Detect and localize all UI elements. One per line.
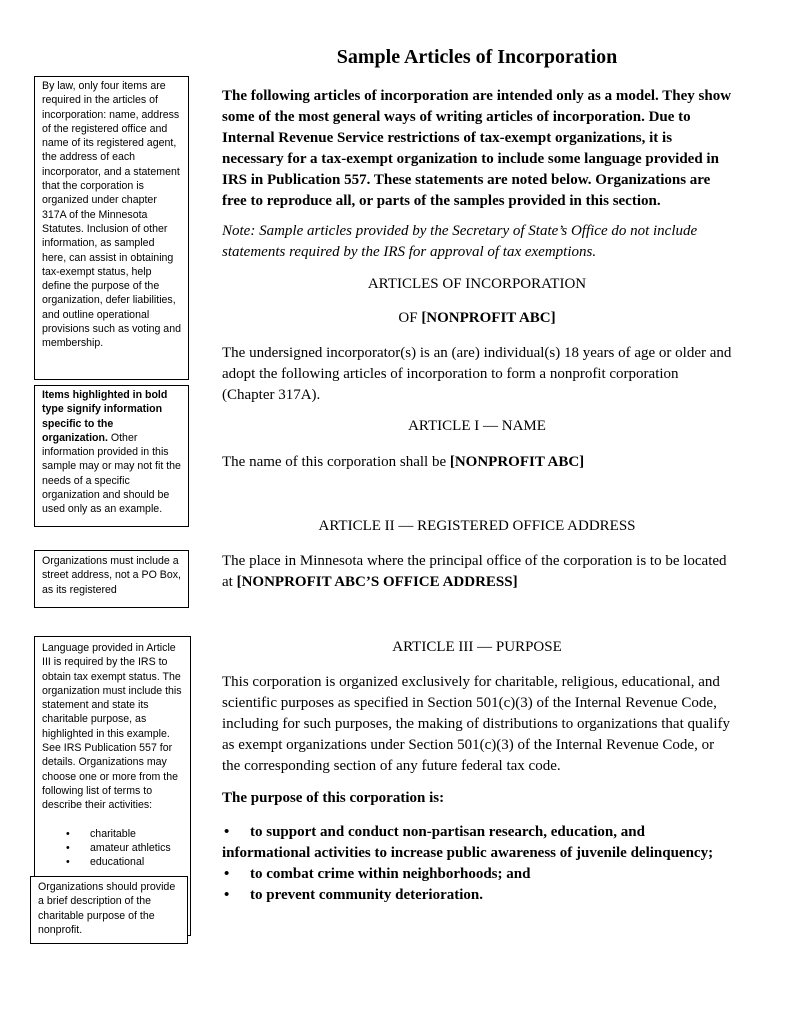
irs-note: Note: Sample articles provided by the Secretary of State’s Office do not include statements required by the IRS for approval of tax exemptions. bbox=[222, 223, 698, 260]
list-item bbox=[42, 827, 183, 841]
articles-heading: ARTICLES OF INCORPORATION bbox=[367, 276, 587, 292]
article-1-text bbox=[222, 452, 732, 473]
sidebar-note-street-address: Organizations must include a street address, not a PO Box, as its registered bbox=[34, 550, 189, 608]
list-item-text: to support and conduct non-partisan research, education, and bbox=[250, 824, 645, 840]
bullet-icon: • bbox=[66, 856, 70, 869]
sidebar-note-rest-text: Other information provided in this sample may or may not fit the needs of a specific organization and should be used only as an example. bbox=[42, 431, 181, 516]
term-text: educational bbox=[90, 856, 145, 869]
articles-of-line bbox=[222, 310, 732, 327]
purpose-heading: The purpose of this corporation is: bbox=[222, 790, 445, 806]
bullet-icon: • bbox=[66, 827, 70, 840]
of-label: OF bbox=[398, 310, 422, 326]
bullet-icon: • bbox=[224, 887, 230, 903]
purpose-list bbox=[222, 822, 742, 906]
org-name: [NONPROFIT ABC] bbox=[421, 310, 556, 326]
terms-list bbox=[42, 827, 183, 870]
term-text: charitable bbox=[90, 827, 136, 840]
page-title: Sample Articles of Incorporation bbox=[336, 46, 618, 68]
intro-paragraph: The following articles of incorporation are intended only as a model. They show some of the most general ways of writing articles of incorporation. Due to Internal Revenue Service restrictions of tax-exempt organizations, it is necessary for a tax-exempt organization to include some language provided in IRS in Publication 557. These statements are noted below. Organizations are free to reproduce all, or parts of the samples provided in this section. bbox=[222, 88, 732, 209]
list-item bbox=[222, 864, 742, 885]
article-1-sentence: The name of this corporation shall be bbox=[222, 454, 450, 470]
list-item-text: informational activities to increase public awareness of juvenile delinquency; bbox=[222, 845, 714, 861]
bullet-icon: • bbox=[66, 841, 70, 854]
article-2-value: [NONPROFIT ABC’S OFFICE ADDRESS] bbox=[236, 574, 518, 590]
list-item-text: to prevent community deterioration. bbox=[250, 887, 484, 903]
list-item-text: to combat crime within neighborhoods; and bbox=[250, 866, 531, 882]
sidebar-note-charitable-purpose: Organizations should provide a brief description of the charitable purpose of the nonprofit. bbox=[30, 876, 188, 944]
bullet-icon: • bbox=[224, 824, 230, 840]
article-2-text bbox=[222, 551, 732, 593]
list-item bbox=[222, 843, 742, 864]
list-item bbox=[42, 855, 183, 869]
bullet-icon: • bbox=[224, 866, 230, 882]
list-item bbox=[222, 885, 742, 906]
sidebar-note-required-items: By law, only four items are required in the articles of incorporation: name, address of the registered office and name of its registered agent, the address of each incorporator, and a statement that the corporation is organized under chapter 317A of the Minnesota Statutes. Inclusion of other information, as sampled here, can assist in obtaining tax-exempt status, help define the purpose of the organization, defer liabilities, and outline operational provisions such as voting and membership. bbox=[34, 76, 189, 380]
sidebar-note-bold-items bbox=[34, 385, 189, 527]
term-text: amateur athletics bbox=[90, 841, 171, 854]
article-3-heading: ARTICLE III — PURPOSE bbox=[392, 639, 562, 655]
list-item bbox=[222, 822, 742, 843]
article-2-sentence: The place in Minnesota where the principal office of the corporation is to be located at bbox=[222, 553, 727, 590]
sidebar-note-bold-text: Items highlighted in bold type signify information specific to the organization. bbox=[42, 389, 168, 444]
article-2-heading: ARTICLE II — REGISTERED OFFICE ADDRESS bbox=[318, 518, 636, 534]
article-3-text: This corporation is organized exclusively for charitable, religious, educational, and scientific purposes as specified in Section 501(c)(3) of the Internal Revenue Code, including for such purposes, the making of distributions to organizations that qualify as exempt organizations under Section 501(c)(3) of the Internal Revenue Code, or the corresponding section of any future federal tax code. bbox=[222, 674, 730, 774]
incorporator-paragraph: The undersigned incorporator(s) is an (are) individual(s) 18 years of age or older and adopt the following articles of incorporation to form a nonprofit corporation (Chapter 317A). bbox=[222, 345, 732, 403]
list-item bbox=[42, 841, 183, 855]
article-1-heading: ARTICLE I — NAME bbox=[408, 418, 546, 434]
article-1-value: [NONPROFIT ABC] bbox=[449, 454, 585, 470]
sidebar-note-irs-text: Language provided in Article III is required by the IRS to obtain tax exempt status. The organization must include this statement and state its charitable purpose, as highlighted in this example. See IRS Publication 557 for details. Organizations may choose one or more from the following list of terms to describe their activities: bbox=[42, 642, 182, 812]
